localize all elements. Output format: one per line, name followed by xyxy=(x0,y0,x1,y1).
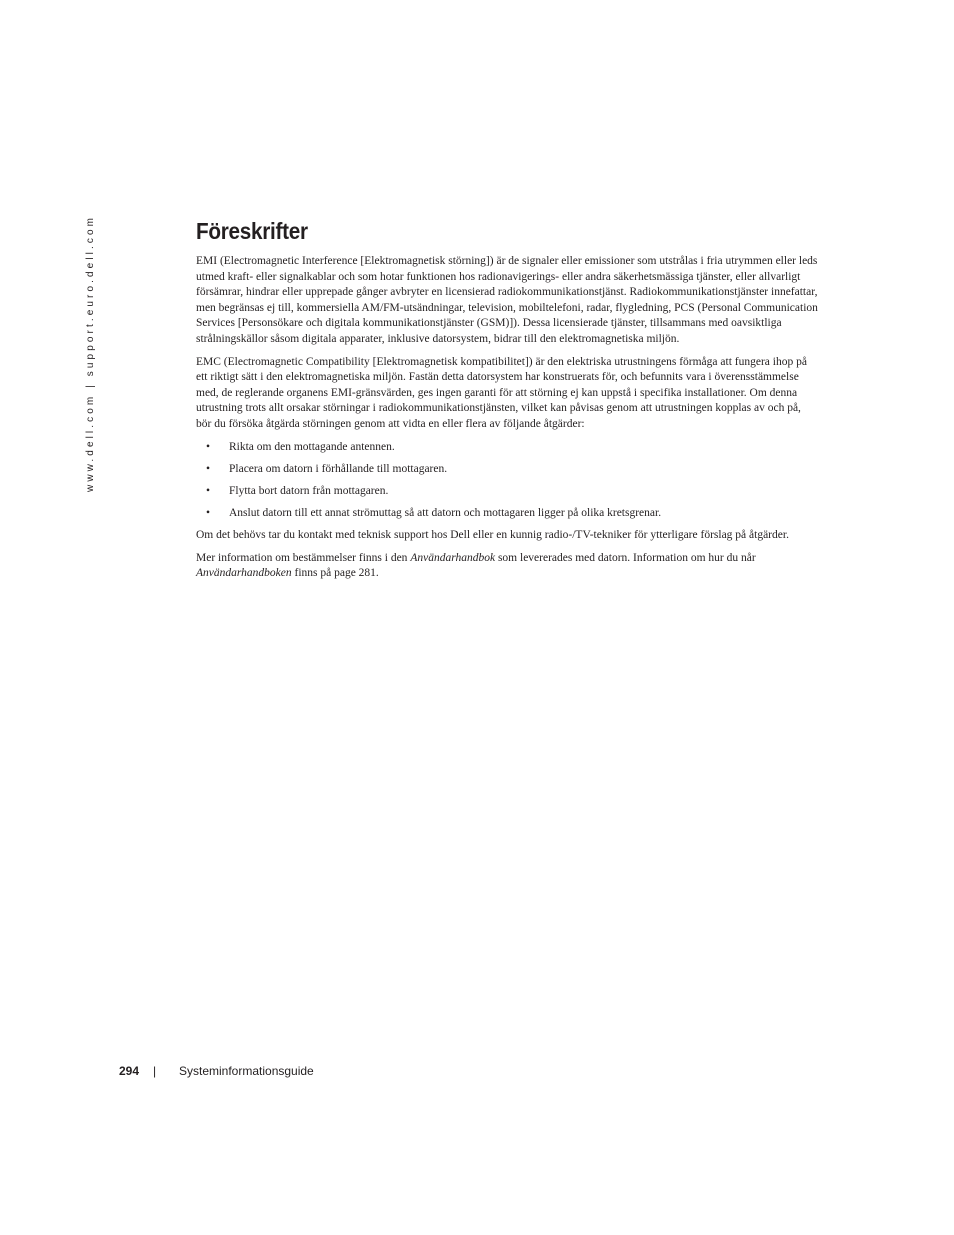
list-item-text: Placera om datorn i förhållande till mottagaren. xyxy=(229,462,448,475)
bullet-icon: • xyxy=(206,484,211,497)
bullet-icon: • xyxy=(206,506,211,519)
list-item-text: Rikta om den mottagande antennen. xyxy=(229,440,395,453)
page-number: 294 xyxy=(119,1064,140,1078)
remedy-list xyxy=(196,440,818,522)
list-item xyxy=(196,462,818,478)
paragraph-emc: EMC (Electromagnetic Compatibility [Elektromagnetisk kompatibilitet]) är den elektriska utrustningens förmåga att fungera ihop på ett riktigt sätt i den elektromagnetiska miljön. Fastän detta datorsystem har konstruerats för, och befunnits vara i överensstämmelse med, de reglerande organens EMI-gränsvärden, ges ingen garanti för att störning ej kan uppstå i specifika installationer. Om denna utrustning trots allt orsakar störningar i radiokommunikationstjänsten, vilket kan påvisas genom att utrustningen kopplas av och på, bör du försöka åtgärda störningen genom att vidta en eller flera av följande åtgärder: xyxy=(196,355,807,430)
list-item-text: Flytta bort datorn från mottagaren. xyxy=(229,484,389,497)
sidebar-url: www.dell.com | support.euro.dell.com xyxy=(85,214,96,492)
more-info-text-1: Mer information om bestämmelser finns i den xyxy=(196,551,411,564)
more-info-text-2: som levererades med datorn. Information om hur du når xyxy=(495,551,756,564)
more-info-text-3: finns på page 281. xyxy=(291,567,379,580)
user-guide-title-definite: Användarhandboken xyxy=(196,567,292,580)
list-item xyxy=(196,440,818,456)
list-item xyxy=(196,506,818,522)
list-item-text: Anslut datorn till ett annat strömuttag så att datorn och mottagaren ligger på olika kretsgrenar. xyxy=(229,506,662,519)
footer-separator: | xyxy=(153,1064,157,1078)
main-content xyxy=(196,214,818,589)
bullet-icon: • xyxy=(206,462,211,475)
user-guide-title: Användarhandbok xyxy=(410,551,496,564)
paragraph-support: Om det behövs tar du kontakt med teknisk support hos Dell eller en kunnig radio-/TV-tekniker för ytterligare förslag på åtgärder. xyxy=(196,528,789,541)
section-title: Föreskrifter xyxy=(196,218,308,244)
guide-title: Systeminformationsguide xyxy=(179,1064,314,1078)
list-item xyxy=(196,484,818,500)
paragraph-emi: EMI (Electromagnetic Interference [Elektromagnetisk störning]) är de signaler eller emissioner som utstrålas i fria utrymmen eller leds utmed kraft- eller signalkablar och som hotar funktionen hos radionavigerings- eller andra säkerhetsmässiga tjänster, eller allvarligt försämrar, hindrar eller upprepade gånger avbryter en licensierad radiokommunikationstjänst. Radiokommunikationstjänster innefattar, men begränsas ej till, kommersiella AM/FM-utsändningar, television, mobiltelefoni, radar, flygledning, PCS (Personal Communication Services [Personsökare och digitala kommunikationstjänster (GSM)]). Dessa licensierade tjänster, tillsammans med oavsiktliga strålningskällor såsom digitala apparater, inklusive datorsystem, bidrar till den elektromagnetiska miljön. xyxy=(196,255,818,345)
page-footer xyxy=(119,1061,314,1081)
paragraph-more-info xyxy=(196,551,818,582)
bullet-icon: • xyxy=(206,440,211,453)
